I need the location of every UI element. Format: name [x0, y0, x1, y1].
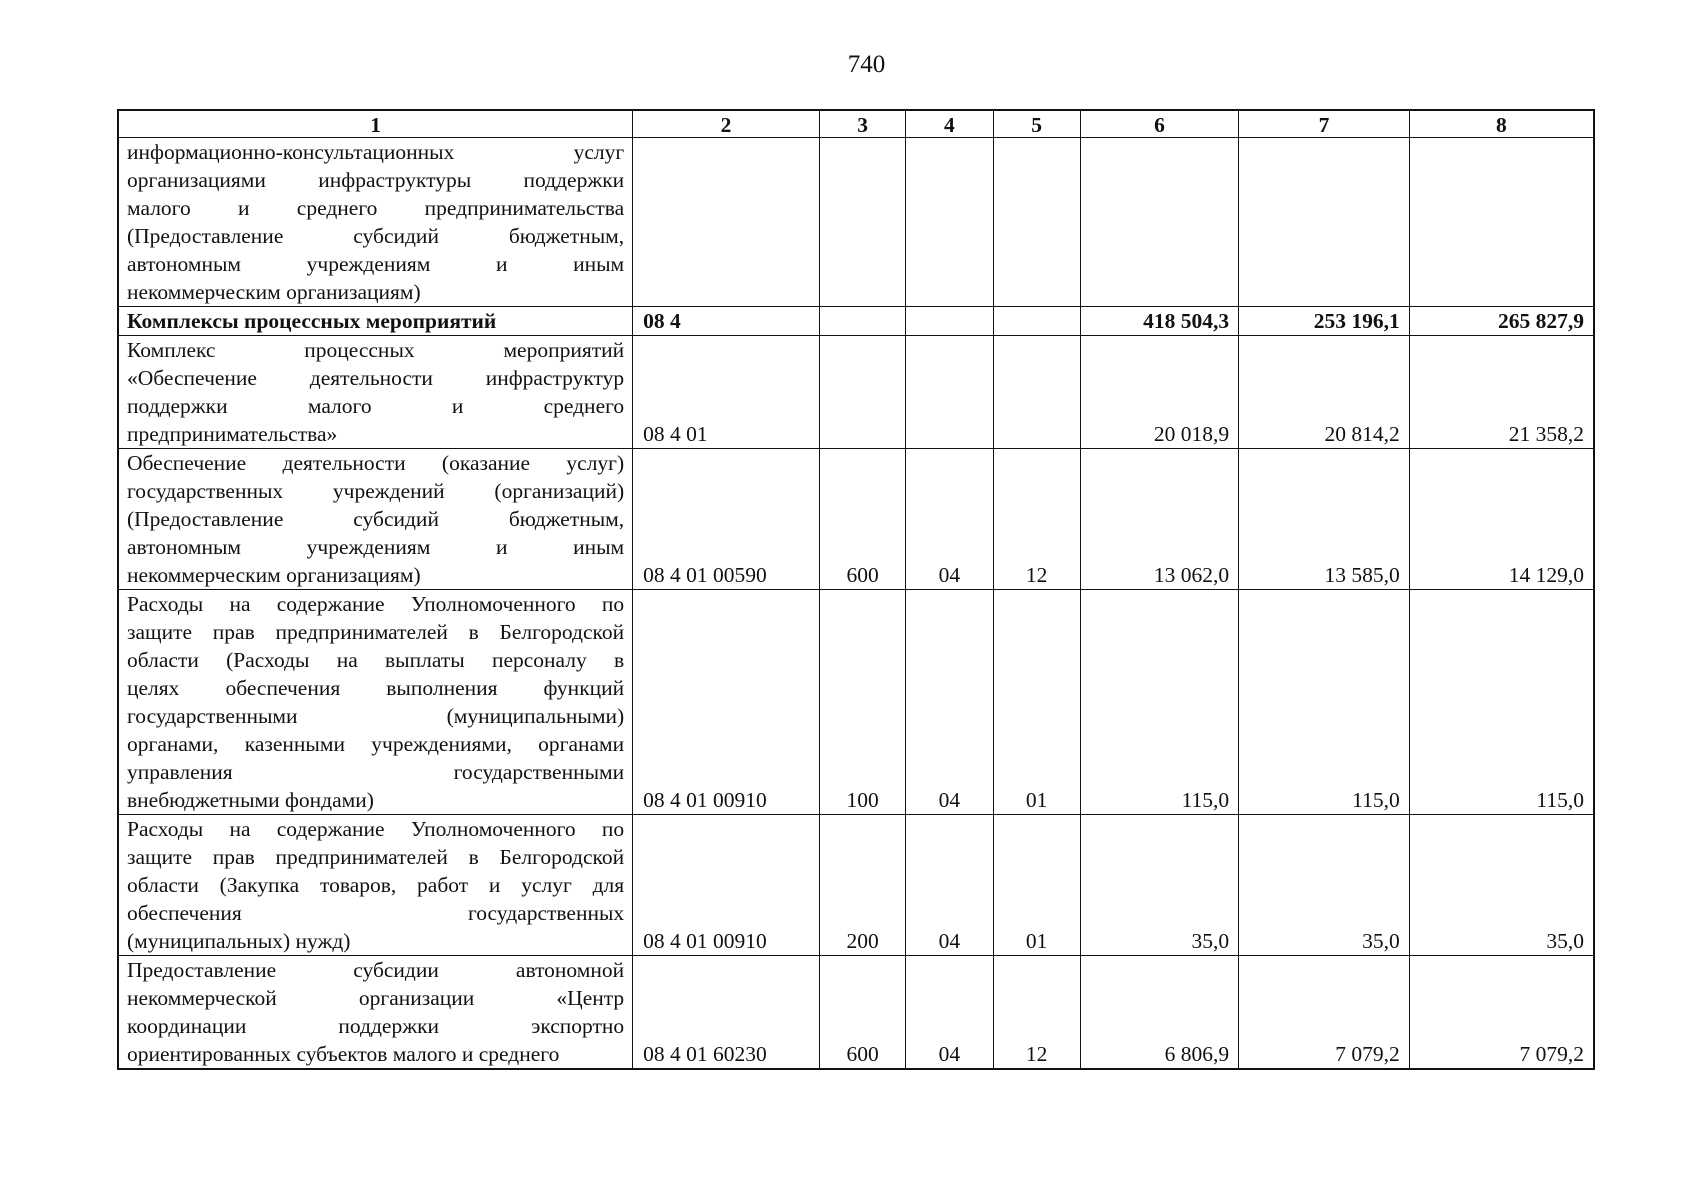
- description-line: Комплексы процессных мероприятий: [127, 309, 497, 333]
- section: [906, 138, 993, 307]
- amount-col-6: 13 062,0: [1080, 449, 1238, 590]
- amount-col-7: 253 196,1: [1239, 307, 1410, 336]
- description-line: ориентированных субъектов малого и среднего: [127, 1042, 560, 1066]
- amount-col-8: 265 827,9: [1409, 307, 1594, 336]
- table-row: [118, 815, 1594, 956]
- amount-col-8: 7 079,2: [1409, 956, 1594, 1070]
- amount-col-8: 21 358,2: [1409, 336, 1594, 449]
- table-row: [118, 307, 1594, 336]
- row-description: [118, 449, 633, 590]
- subsection: [993, 307, 1080, 336]
- amount-col-8: 115,0: [1409, 590, 1594, 815]
- section: 04: [906, 449, 993, 590]
- amount-col-7: 115,0: [1239, 590, 1410, 815]
- description-line: органами, казенными учреждениями, органами: [127, 732, 625, 756]
- column-header-6: 6: [1080, 110, 1238, 138]
- amount-col-8: 35,0: [1409, 815, 1594, 956]
- description-line: области (Закупка товаров, работ и услуг для: [127, 873, 625, 897]
- description-line: Расходы на содержание Уполномоченного по: [127, 592, 625, 616]
- budget-code: 08 4 01 60230: [633, 956, 820, 1070]
- description-line: (муниципальных) нужд): [127, 929, 351, 953]
- description-line: управления государственными: [127, 760, 625, 784]
- description-line: обеспечения государственных: [127, 901, 625, 925]
- column-header-2: 2: [633, 110, 820, 138]
- description-line: государственными (муниципальными): [127, 704, 625, 728]
- description-line: государственных учреждений (организаций): [127, 479, 625, 503]
- expense-type: 600: [819, 449, 905, 590]
- description-line: координации поддержки экспортно: [127, 1014, 625, 1038]
- description-line: (Предоставление субсидий бюджетным,: [127, 224, 625, 248]
- subsection: 01: [993, 815, 1080, 956]
- section: 04: [906, 956, 993, 1070]
- amount-col-8: 14 129,0: [1409, 449, 1594, 590]
- budget-code: 08 4 01 00590: [633, 449, 820, 590]
- row-description: [118, 590, 633, 815]
- section: 04: [906, 815, 993, 956]
- expense-type: 600: [819, 956, 905, 1070]
- description-line: защите прав предпринимателей в Белгородской: [127, 845, 625, 869]
- amount-col-7: 13 585,0: [1239, 449, 1410, 590]
- amount-col-6: 115,0: [1080, 590, 1238, 815]
- description-line: «Обеспечение деятельности инфраструктур: [127, 366, 625, 390]
- table-row: [118, 336, 1594, 449]
- description-line: Комплекс процессных мероприятий: [127, 338, 625, 362]
- amount-col-7: 20 814,2: [1239, 336, 1410, 449]
- section: 04: [906, 590, 993, 815]
- budget-code: 08 4 01: [633, 336, 820, 449]
- table-row: [118, 138, 1594, 307]
- description-line: организациями инфраструктуры поддержки: [127, 168, 625, 192]
- budget-table: [117, 109, 1595, 1070]
- description-line: Обеспечение деятельности (оказание услуг): [127, 451, 625, 475]
- description-line: внебюджетными фондами): [127, 788, 374, 812]
- expense-type: [819, 336, 905, 449]
- row-description: [118, 307, 633, 336]
- amount-col-6: [1080, 138, 1238, 307]
- amount-col-6: 418 504,3: [1080, 307, 1238, 336]
- description-line: информационно-консультационных услуг: [127, 140, 625, 164]
- expense-type: 200: [819, 815, 905, 956]
- description-line: некоммерческим организациям): [127, 563, 421, 587]
- header-row: [118, 110, 1594, 138]
- description-line: малого и среднего предпринимательства: [127, 196, 625, 220]
- column-header-4: 4: [906, 110, 993, 138]
- table-row: [118, 956, 1594, 1070]
- description-line: (Предоставление субсидий бюджетным,: [127, 507, 625, 531]
- column-header-1: 1: [118, 110, 633, 138]
- description-line: Расходы на содержание Уполномоченного по: [127, 817, 625, 841]
- budget-code: 08 4: [633, 307, 820, 336]
- table-row: [118, 590, 1594, 815]
- table-row: [118, 449, 1594, 590]
- row-description: [118, 956, 633, 1070]
- budget-code: 08 4 01 00910: [633, 590, 820, 815]
- amount-col-8: [1409, 138, 1594, 307]
- budget-code: 08 4 01 00910: [633, 815, 820, 956]
- description-line: некоммерческим организациям): [127, 280, 421, 304]
- description-line: области (Расходы на выплаты персоналу в: [127, 648, 625, 672]
- expense-type: 100: [819, 590, 905, 815]
- section: [906, 307, 993, 336]
- row-description: [118, 138, 633, 307]
- description-line: целях обеспечения выполнения функций: [127, 676, 625, 700]
- description-line: защите прав предпринимателей в Белгородской: [127, 620, 625, 644]
- description-line: предпринимательства»: [127, 422, 338, 446]
- column-header-8: 8: [1409, 110, 1594, 138]
- page-number: 740: [847, 51, 886, 78]
- expense-type: [819, 307, 905, 336]
- amount-col-6: 35,0: [1080, 815, 1238, 956]
- amount-col-6: 20 018,9: [1080, 336, 1238, 449]
- description-line: Предоставление субсидии автономной: [127, 958, 625, 982]
- amount-col-7: 7 079,2: [1239, 956, 1410, 1070]
- description-line: поддержки малого и среднего: [127, 394, 625, 418]
- row-description: [118, 336, 633, 449]
- column-header-7: 7: [1239, 110, 1410, 138]
- subsection: 01: [993, 590, 1080, 815]
- amount-col-7: 35,0: [1239, 815, 1410, 956]
- row-description: [118, 815, 633, 956]
- column-header-3: 3: [819, 110, 905, 138]
- table-body: [118, 138, 1594, 1070]
- description-line: автономным учреждениям и иным: [127, 535, 625, 559]
- expense-type: [819, 138, 905, 307]
- description-line: автономным учреждениям и иным: [127, 252, 625, 276]
- subsection: [993, 138, 1080, 307]
- amount-col-6: 6 806,9: [1080, 956, 1238, 1070]
- subsection: 12: [993, 956, 1080, 1070]
- amount-col-7: [1239, 138, 1410, 307]
- description-line: некоммерческой организации «Центр: [127, 986, 625, 1010]
- subsection: 12: [993, 449, 1080, 590]
- section: [906, 336, 993, 449]
- column-header-5: 5: [993, 110, 1080, 138]
- subsection: [993, 336, 1080, 449]
- budget-code: [633, 138, 820, 307]
